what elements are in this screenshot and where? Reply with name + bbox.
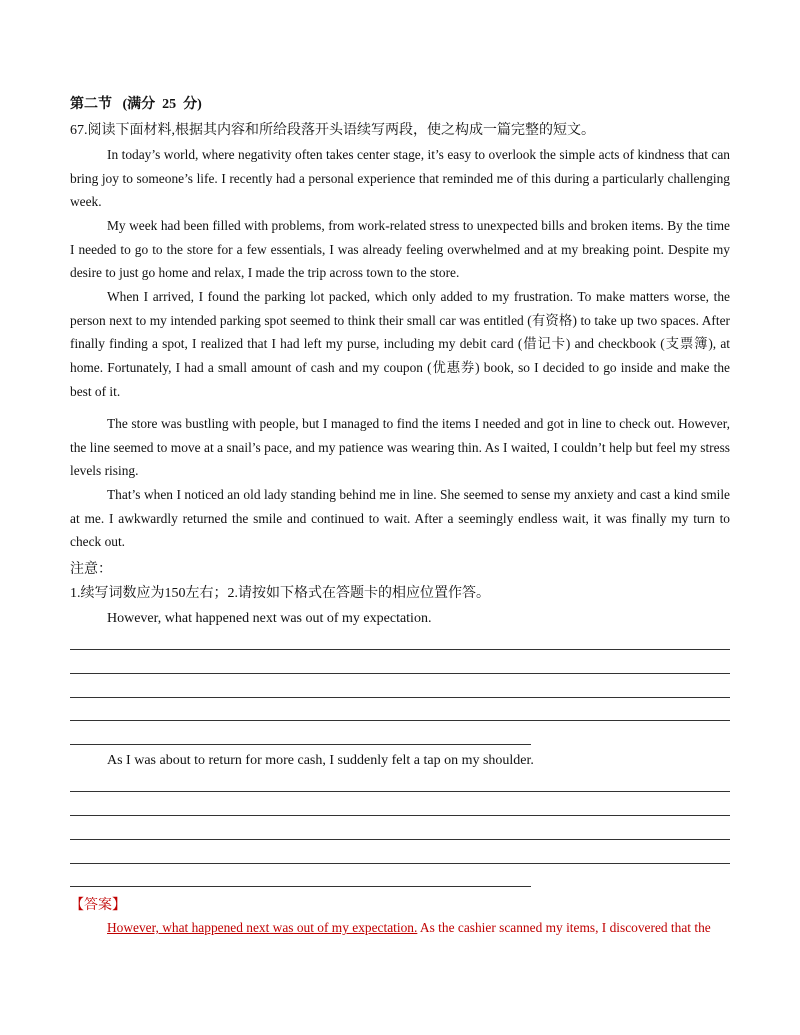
answer-text — [107, 920, 730, 936]
answer-label: 【答案】 — [70, 898, 126, 913]
passage-paragraph-2: My week had been filled with problems, from work-related stress to unexpected bills and broken items. By the time I needed to go to the store for a few essentials, I was already feeling overwhelmed and at my breaking point. Despite my desire to just go home and relax, I made the trip across town to the store. — [70, 218, 730, 281]
writing-line — [70, 697, 730, 698]
notes-text: 1.续写词数应为150左右；2.请按如下格式在答题卡的相应位置作答。 — [70, 586, 490, 601]
passage-paragraph-4: The store was bustling with people, but I managed to find the items I needed and got in line to check out. However, the line seemed to move at a snail’s pace, and my patience was wearing thin. As I waited, I couldn’t help but feel my stress levels rising. — [70, 416, 730, 479]
writing-line — [70, 863, 730, 864]
answer-underlined-prompt: However, what happened next was out of my expectation. — [107, 920, 418, 935]
notes-label: 注意： — [70, 562, 112, 577]
writing-line — [70, 720, 730, 721]
writing-line — [70, 673, 730, 674]
writing-line — [70, 791, 730, 792]
section-heading: 第二节 (满分 25 分) — [70, 97, 202, 112]
writing-line — [70, 839, 730, 840]
passage-paragraph-1: In today’s world, where negativity often takes center stage, it’s easy to overlook the simple acts of kindness that can bring joy to someone’s life. I recently had a personal experience that reminded me of this during a particularly challenging week. — [70, 147, 730, 210]
writing-line — [70, 744, 531, 745]
question-instruction: 67.阅读下面材料,根据其内容和所给段落开头语续写两段，使之构成一篇完整的短文。 — [70, 123, 595, 138]
passage-paragraph-3: When I arrived, I found the parking lot packed, which only added to my frustration. To make matters worse, the person next to my intended parking spot seemed to think their small car was entitled (有资格) to take up two spaces. After finally finding a spot, I realized that I had left my purse, including my debit card (借记卡) and checkbook (支票簿), at home. Fortunately, I had a small amount of cash and my coupon (优惠券) book, so I decided to go inside and make the best of it. — [70, 289, 730, 399]
writing-line — [70, 649, 730, 650]
writing-line — [70, 815, 730, 816]
writing-line — [70, 886, 531, 887]
continuation-prompt-2: As I was about to return for more cash, I suddenly felt a tap on my shoulder. — [107, 753, 534, 768]
continuation-prompt-1: However, what happened next was out of my expectation. — [107, 611, 432, 626]
answer-continuation: As the cashier scanned my items, I discovered that the — [417, 920, 711, 935]
passage-paragraph-5: That’s when I noticed an old lady standing behind me in line. She seemed to sense my anxiety and cast a kind smile at me. I awkwardly returned the smile and continued to wait. After a seemingly endless wait, it was finally my turn to check out. — [70, 487, 730, 550]
